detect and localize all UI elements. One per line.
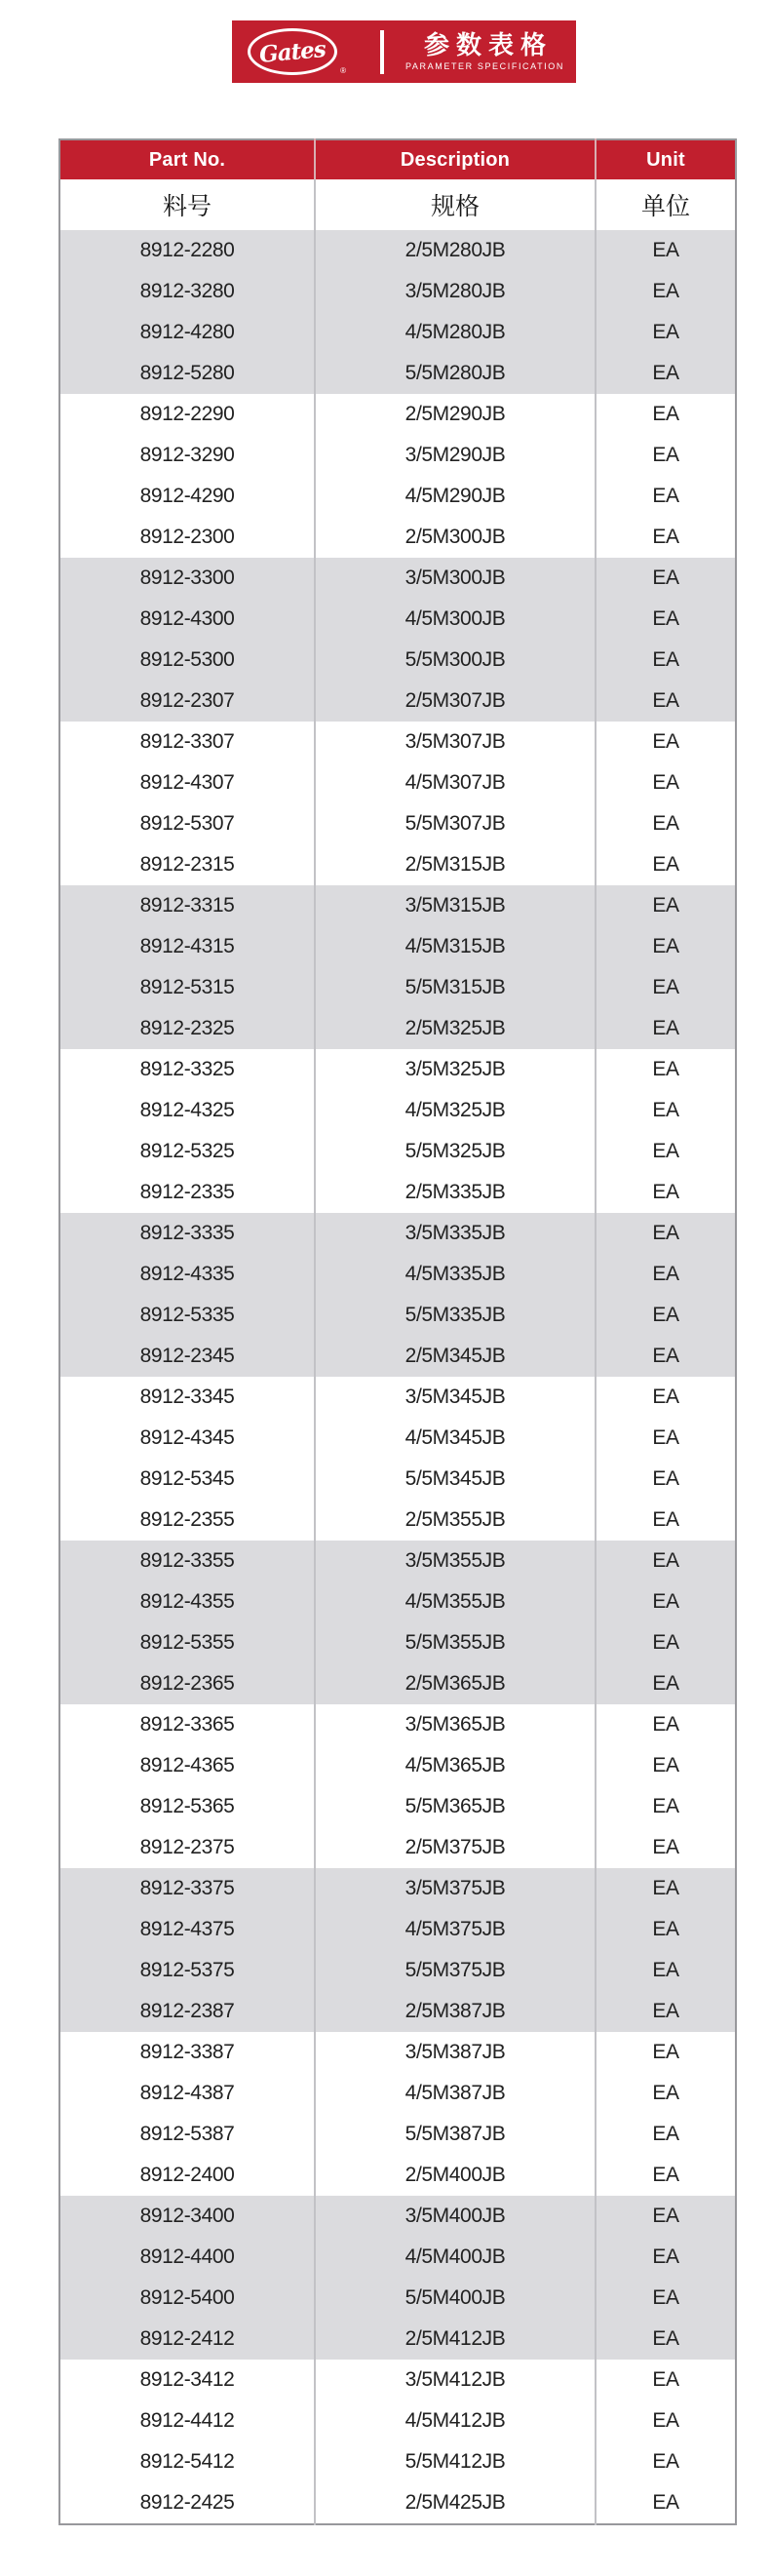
table-row	[59, 1090, 736, 1131]
part-no-cell: 8912-2412	[59, 2319, 315, 2360]
description-cell: 2/5M345JB	[315, 1336, 596, 1377]
part-no-cell: 8912-3307	[59, 722, 315, 762]
part-no-cell: 8912-4290	[59, 476, 315, 517]
part-no-cell: 8912-3387	[59, 2032, 315, 2073]
table-row	[59, 517, 736, 558]
description-cell: 2/5M365JB	[315, 1663, 596, 1704]
description-cell: 2/5M290JB	[315, 394, 596, 435]
description-cell: 4/5M400JB	[315, 2237, 596, 2278]
unit-cell: EA	[596, 2360, 736, 2400]
description-cell: 3/5M335JB	[315, 1213, 596, 1254]
unit-cell: EA	[596, 435, 736, 476]
description-cell: 5/5M375JB	[315, 1950, 596, 1991]
table-row	[59, 1049, 736, 1090]
unit-cell: EA	[596, 762, 736, 803]
description-cell: 5/5M400JB	[315, 2278, 596, 2319]
description-cell: 4/5M355JB	[315, 1581, 596, 1622]
unit-cell: EA	[596, 1049, 736, 1090]
banner-titles	[394, 20, 576, 83]
unit-cell: EA	[596, 1459, 736, 1500]
part-no-cell: 8912-2300	[59, 517, 315, 558]
description-cell: 5/5M412JB	[315, 2441, 596, 2482]
unit-cell: EA	[596, 1008, 736, 1049]
part-no-cell: 8912-5335	[59, 1295, 315, 1336]
part-no-cell: 8912-2335	[59, 1172, 315, 1213]
table-row	[59, 2400, 736, 2441]
unit-cell: EA	[596, 1868, 736, 1909]
unit-cell: EA	[596, 558, 736, 599]
unit-cell: EA	[596, 2278, 736, 2319]
unit-cell: EA	[596, 2400, 736, 2441]
description-cell: 4/5M280JB	[315, 312, 596, 353]
description-cell: 4/5M365JB	[315, 1745, 596, 1786]
part-no-cell: 8912-2290	[59, 394, 315, 435]
unit-cell: EA	[596, 476, 736, 517]
part-no-cell: 8912-3290	[59, 435, 315, 476]
description-cell: 5/5M345JB	[315, 1459, 596, 1500]
description-cell: 5/5M325JB	[315, 1131, 596, 1172]
unit-cell: EA	[596, 2114, 736, 2155]
unit-cell: EA	[596, 885, 736, 926]
description-cell: 2/5M315JB	[315, 844, 596, 885]
unit-cell: EA	[596, 1950, 736, 1991]
table-row	[59, 1581, 736, 1622]
unit-cell: EA	[596, 844, 736, 885]
part-no-cell: 8912-2387	[59, 1991, 315, 2032]
table-row	[59, 2441, 736, 2482]
description-cell: 4/5M387JB	[315, 2073, 596, 2114]
table-row	[59, 2360, 736, 2400]
part-no-cell: 8912-5280	[59, 353, 315, 394]
unit-cell: EA	[596, 230, 736, 271]
unit-cell: EA	[596, 353, 736, 394]
table-row	[59, 2319, 736, 2360]
table-row	[59, 1786, 736, 1827]
table-row	[59, 1991, 736, 2032]
part-no-cell: 8912-4315	[59, 926, 315, 967]
table-row	[59, 1172, 736, 1213]
part-no-cell: 8912-5307	[59, 803, 315, 844]
part-no-cell: 8912-2425	[59, 2482, 315, 2524]
description-cell: 2/5M355JB	[315, 1500, 596, 1541]
unit-cell: EA	[596, 2482, 736, 2524]
description-cell: 3/5M345JB	[315, 1377, 596, 1418]
unit-cell: EA	[596, 1827, 736, 1868]
table-row	[59, 230, 736, 271]
table-row	[59, 1336, 736, 1377]
part-no-cell: 8912-4307	[59, 762, 315, 803]
unit-cell: EA	[596, 1663, 736, 1704]
unit-cell: EA	[596, 599, 736, 640]
gates-logo-text: Gates	[258, 35, 327, 68]
unit-cell: EA	[596, 2032, 736, 2073]
description-cell: 2/5M400JB	[315, 2155, 596, 2196]
description-cell: 3/5M400JB	[315, 2196, 596, 2237]
unit-cell: EA	[596, 967, 736, 1008]
part-no-cell: 8912-5365	[59, 1786, 315, 1827]
unit-cell: EA	[596, 926, 736, 967]
description-cell: 3/5M290JB	[315, 435, 596, 476]
description-cell: 3/5M315JB	[315, 885, 596, 926]
description-cell: 3/5M375JB	[315, 1868, 596, 1909]
unit-cell: EA	[596, 312, 736, 353]
part-no-cell: 8912-4355	[59, 1581, 315, 1622]
unit-cell: EA	[596, 2319, 736, 2360]
banner-title: 参数表格	[423, 29, 553, 59]
unit-cell: EA	[596, 681, 736, 722]
part-no-cell: 8912-3400	[59, 2196, 315, 2237]
description-cell: 4/5M290JB	[315, 476, 596, 517]
table-row	[59, 1868, 736, 1909]
description-cell: 2/5M425JB	[315, 2482, 596, 2524]
description-cell: 3/5M300JB	[315, 558, 596, 599]
description-cell: 2/5M412JB	[315, 2319, 596, 2360]
unit-cell: EA	[596, 1622, 736, 1663]
header-part-no: Part No.	[59, 139, 315, 179]
part-no-cell: 8912-5315	[59, 967, 315, 1008]
unit-cell: EA	[596, 1581, 736, 1622]
part-no-cell: 8912-3375	[59, 1868, 315, 1909]
unit-cell: EA	[596, 2073, 736, 2114]
description-cell: 2/5M325JB	[315, 1008, 596, 1049]
unit-cell: EA	[596, 640, 736, 681]
table-row	[59, 1295, 736, 1336]
description-cell: 5/5M365JB	[315, 1786, 596, 1827]
banner-divider	[380, 30, 384, 74]
part-no-cell: 8912-5300	[59, 640, 315, 681]
unit-cell: EA	[596, 1541, 736, 1581]
part-no-cell: 8912-4365	[59, 1745, 315, 1786]
part-no-cell: 8912-2315	[59, 844, 315, 885]
unit-cell: EA	[596, 394, 736, 435]
table-row	[59, 1008, 736, 1049]
part-no-cell: 8912-2345	[59, 1336, 315, 1377]
part-no-cell: 8912-5387	[59, 2114, 315, 2155]
unit-cell: EA	[596, 1090, 736, 1131]
part-no-cell: 8912-2307	[59, 681, 315, 722]
part-no-cell: 8912-5375	[59, 1950, 315, 1991]
subheader-unit: 单位	[596, 179, 736, 230]
table-row	[59, 599, 736, 640]
part-no-cell: 8912-4400	[59, 2237, 315, 2278]
table-row	[59, 1541, 736, 1581]
description-cell: 4/5M375JB	[315, 1909, 596, 1950]
table-row	[59, 803, 736, 844]
subheader-description: 规格	[315, 179, 596, 230]
description-cell: 3/5M355JB	[315, 1541, 596, 1581]
part-no-cell: 8912-5345	[59, 1459, 315, 1500]
table-row	[59, 2278, 736, 2319]
part-no-cell: 8912-2400	[59, 2155, 315, 2196]
unit-cell: EA	[596, 2237, 736, 2278]
unit-cell: EA	[596, 1213, 736, 1254]
description-cell: 5/5M280JB	[315, 353, 596, 394]
unit-cell: EA	[596, 1254, 736, 1295]
unit-cell: EA	[596, 1745, 736, 1786]
description-cell: 5/5M387JB	[315, 2114, 596, 2155]
table-row	[59, 640, 736, 681]
part-no-cell: 8912-3345	[59, 1377, 315, 1418]
table-row	[59, 558, 736, 599]
table-row	[59, 2237, 736, 2278]
part-no-cell: 8912-4387	[59, 2073, 315, 2114]
description-cell: 4/5M345JB	[315, 1418, 596, 1459]
table-row	[59, 2073, 736, 2114]
part-no-cell: 8912-3280	[59, 271, 315, 312]
description-cell: 3/5M365JB	[315, 1704, 596, 1745]
table-row	[59, 1213, 736, 1254]
unit-cell: EA	[596, 1131, 736, 1172]
table-row	[59, 2482, 736, 2524]
unit-cell: EA	[596, 1500, 736, 1541]
subheader-part-no: 料号	[59, 179, 315, 230]
unit-cell: EA	[596, 1786, 736, 1827]
unit-cell: EA	[596, 271, 736, 312]
header-unit: Unit	[596, 139, 736, 179]
table-row	[59, 967, 736, 1008]
table-header-row	[59, 139, 736, 179]
description-cell: 5/5M355JB	[315, 1622, 596, 1663]
unit-cell: EA	[596, 722, 736, 762]
description-cell: 4/5M335JB	[315, 1254, 596, 1295]
gates-logo-ellipse	[248, 28, 337, 75]
unit-cell: EA	[596, 1336, 736, 1377]
table-row	[59, 1622, 736, 1663]
description-cell: 2/5M335JB	[315, 1172, 596, 1213]
description-cell: 3/5M412JB	[315, 2360, 596, 2400]
table-row	[59, 2114, 736, 2155]
part-no-cell: 8912-2280	[59, 230, 315, 271]
part-no-cell: 8912-5325	[59, 1131, 315, 1172]
table-row	[59, 1500, 736, 1541]
unit-cell: EA	[596, 1704, 736, 1745]
part-no-cell: 8912-4345	[59, 1418, 315, 1459]
description-cell: 2/5M387JB	[315, 1991, 596, 2032]
registered-trademark-icon: ®	[340, 66, 346, 75]
table-row	[59, 271, 736, 312]
part-no-cell: 8912-4335	[59, 1254, 315, 1295]
description-cell: 4/5M307JB	[315, 762, 596, 803]
table-row	[59, 312, 736, 353]
table-body	[59, 230, 736, 2524]
table-row	[59, 1459, 736, 1500]
part-no-cell: 8912-4280	[59, 312, 315, 353]
table-subheader-row	[59, 179, 736, 230]
table-row	[59, 1377, 736, 1418]
part-no-cell: 8912-2325	[59, 1008, 315, 1049]
part-no-cell: 8912-4412	[59, 2400, 315, 2441]
unit-cell: EA	[596, 2155, 736, 2196]
part-no-cell: 8912-2355	[59, 1500, 315, 1541]
description-cell: 2/5M300JB	[315, 517, 596, 558]
description-cell: 4/5M300JB	[315, 599, 596, 640]
table-row	[59, 885, 736, 926]
description-cell: 4/5M325JB	[315, 1090, 596, 1131]
table-row	[59, 681, 736, 722]
unit-cell: EA	[596, 1377, 736, 1418]
description-cell: 3/5M307JB	[315, 722, 596, 762]
table-row	[59, 762, 736, 803]
table-row	[59, 1827, 736, 1868]
table-row	[59, 2196, 736, 2237]
part-no-cell: 8912-2375	[59, 1827, 315, 1868]
part-no-cell: 8912-3300	[59, 558, 315, 599]
description-cell: 5/5M300JB	[315, 640, 596, 681]
table-row	[59, 1950, 736, 1991]
unit-cell: EA	[596, 803, 736, 844]
unit-cell: EA	[596, 1418, 736, 1459]
part-no-cell: 8912-3355	[59, 1541, 315, 1581]
part-no-cell: 8912-4300	[59, 599, 315, 640]
part-no-cell: 8912-4325	[59, 1090, 315, 1131]
part-no-cell: 8912-2365	[59, 1663, 315, 1704]
table-row	[59, 2155, 736, 2196]
table-row	[59, 1418, 736, 1459]
unit-cell: EA	[596, 1172, 736, 1213]
unit-cell: EA	[596, 1295, 736, 1336]
table-row	[59, 926, 736, 967]
unit-cell: EA	[596, 2196, 736, 2237]
description-cell: 3/5M280JB	[315, 271, 596, 312]
table-row	[59, 1704, 736, 1745]
table-row	[59, 2032, 736, 2073]
header-description: Description	[315, 139, 596, 179]
table-row	[59, 1909, 736, 1950]
table-row	[59, 435, 736, 476]
part-no-cell: 8912-5355	[59, 1622, 315, 1663]
description-cell: 3/5M387JB	[315, 2032, 596, 2073]
description-cell: 2/5M280JB	[315, 230, 596, 271]
part-no-cell: 8912-4375	[59, 1909, 315, 1950]
table-row	[59, 353, 736, 394]
table-row	[59, 1745, 736, 1786]
description-cell: 4/5M412JB	[315, 2400, 596, 2441]
table-row	[59, 1254, 736, 1295]
part-no-cell: 8912-3325	[59, 1049, 315, 1090]
unit-cell: EA	[596, 1991, 736, 2032]
banner-subtitle: PARAMETER SPECIFICATION	[405, 61, 564, 72]
unit-cell: EA	[596, 1909, 736, 1950]
part-no-cell: 8912-3412	[59, 2360, 315, 2400]
description-cell: 3/5M325JB	[315, 1049, 596, 1090]
part-no-cell: 8912-3335	[59, 1213, 315, 1254]
part-no-cell: 8912-3315	[59, 885, 315, 926]
unit-cell: EA	[596, 2441, 736, 2482]
description-cell: 2/5M307JB	[315, 681, 596, 722]
description-cell: 5/5M315JB	[315, 967, 596, 1008]
description-cell: 2/5M375JB	[315, 1827, 596, 1868]
description-cell: 4/5M315JB	[315, 926, 596, 967]
table-row	[59, 476, 736, 517]
table-row	[59, 722, 736, 762]
parts-table	[58, 138, 737, 2525]
unit-cell: EA	[596, 517, 736, 558]
table-row	[59, 1663, 736, 1704]
table-row	[59, 844, 736, 885]
gates-logo	[248, 28, 346, 75]
part-no-cell: 8912-3365	[59, 1704, 315, 1745]
part-no-cell: 8912-5412	[59, 2441, 315, 2482]
table-row	[59, 1131, 736, 1172]
description-cell: 5/5M307JB	[315, 803, 596, 844]
table-row	[59, 394, 736, 435]
brand-banner	[232, 20, 576, 83]
description-cell: 5/5M335JB	[315, 1295, 596, 1336]
part-no-cell: 8912-5400	[59, 2278, 315, 2319]
